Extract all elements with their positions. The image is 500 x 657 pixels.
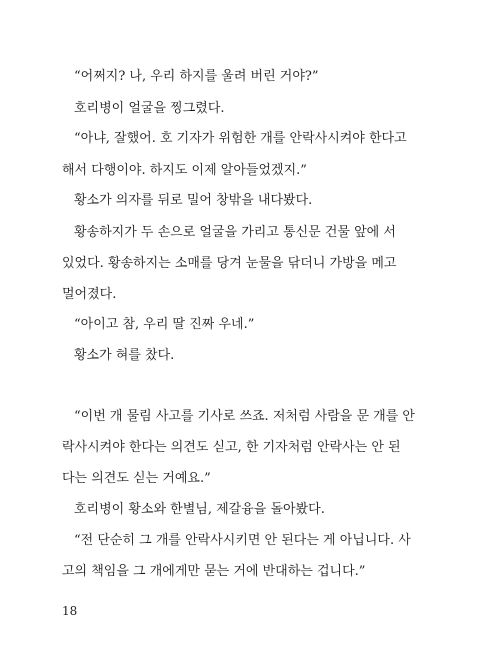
- text-line: “아이고 참, 우리 딸 진짜 우네.”: [74, 317, 255, 332]
- text-line: “이번 개 물림 사고를 기사로 쓰죠. 저처럼 사람을 문 개를 안: [74, 409, 415, 424]
- text-line: 호리병이 황소와 한별님, 제갈융을 돌아봤다.: [74, 502, 325, 517]
- text-line: 황송하지가 두 손으로 얼굴을 가리고 통신문 건물 앞에 서: [74, 225, 396, 240]
- text-line: “아냐, 잘했어. 호 기자가 위험한 개를 안락사시켜야 한다고: [74, 131, 407, 146]
- text-line: 있었다. 황송하지는 소매를 당겨 눈물을 닦더니 가방을 메고: [62, 256, 397, 271]
- text-line: 황소가 의자를 뒤로 밀어 창밖을 내다봤다.: [74, 193, 313, 208]
- page-number: 18: [62, 604, 78, 618]
- text-line: 황소가 혀를 찼다.: [74, 348, 175, 363]
- text-line: 호리병이 얼굴을 찡그렸다.: [74, 101, 225, 116]
- text-line: 고의 책임을 그 개에게만 묻는 거에 반대하는 겁니다.”: [62, 564, 366, 579]
- text-line: “어쩌지? 나, 우리 하지를 울려 버린 거야?”: [74, 69, 319, 84]
- text-line: 다는 의견도 싣는 거예요.”: [62, 471, 211, 486]
- text-line: “전 단순히 그 개를 안락사시키면 안 된다는 게 아닙니다. 사: [74, 533, 411, 548]
- text-line: 락사시켜야 한다는 의견도 싣고, 한 기자처럼 안락사는 안 된: [62, 440, 401, 455]
- text-line: 멀어졌다.: [62, 287, 117, 302]
- text-line: 해서 다행이야. 하지도 이제 알아들었겠지.”: [62, 163, 307, 178]
